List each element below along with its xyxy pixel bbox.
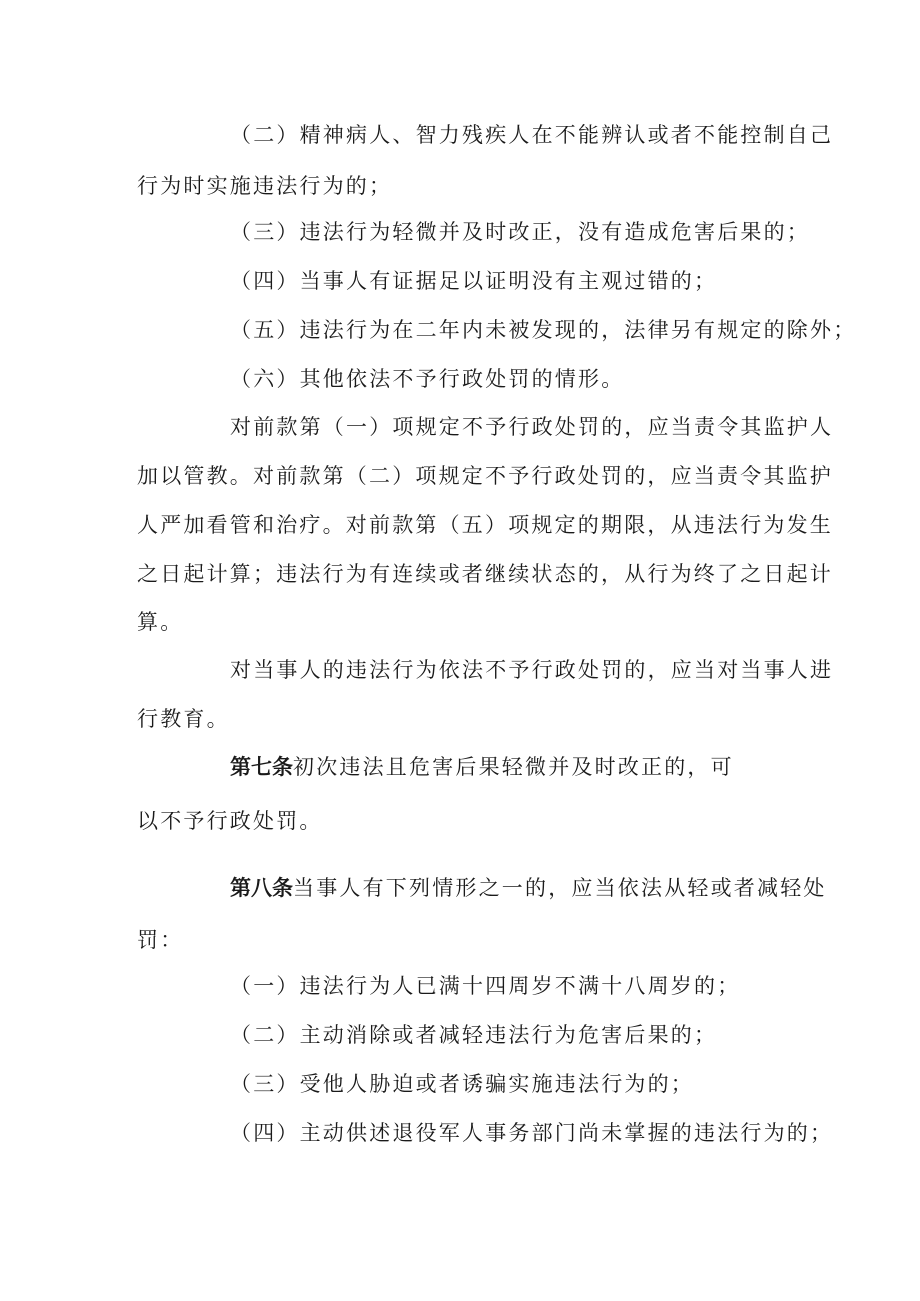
paragraph-line: （三）违法行为轻微并及时改正，没有造成危害后果的；	[230, 220, 810, 244]
paragraph-line: （二）主动消除或者减轻违法行为危害后果的；	[230, 1023, 718, 1047]
paragraph-line: 加以管教。对前款第（二）项规定不予行政处罚的，应当责令其监护	[137, 464, 833, 488]
article-8-text: 当事人有下列情形之一的，应当依法从轻或者减轻处	[293, 876, 827, 900]
paragraph-line: （三）受他人胁迫或者诱骗实施违法行为的；	[230, 1072, 694, 1096]
paragraph-line: （四）当事人有证据足以证明没有主观过错的；	[230, 269, 718, 293]
paragraph-line: 行为时实施违法行为的；	[137, 174, 393, 198]
paragraph-line: 行教育。	[137, 707, 230, 731]
paragraph-line: （四）主动供述退役军人事务部门尚未掌握的违法行为的；	[230, 1121, 834, 1145]
paragraph-line: （六）其他依法不予行政处罚的情形。	[230, 367, 625, 391]
article-7-text: 初次违法且危害后果轻微并及时改正的，可	[293, 755, 734, 779]
article-8-line	[230, 873, 890, 903]
paragraph-line: 罚：	[137, 928, 184, 952]
paragraph-line: 算。	[137, 610, 184, 634]
paragraph-line: 以不予行政处罚。	[137, 809, 323, 833]
paragraph-line: （五）违法行为在二年内未被发现的，法律另有规定的除外；	[230, 318, 857, 342]
article-8-heading: 第八条	[230, 876, 293, 900]
paragraph-line: 对前款第（一）项规定不予行政处罚的，应当责令其监护人	[230, 415, 834, 439]
paragraph-line: 对当事人的违法行为依法不予行政处罚的，应当对当事人进	[230, 658, 834, 682]
article-7-line	[230, 752, 890, 782]
paragraph-line: （二）精神病人、智力残疾人在不能辨认或者不能控制自己	[230, 123, 834, 147]
article-7-heading: 第七条	[230, 755, 293, 779]
paragraph-line: 之日起计算；违法行为有连续或者继续状态的，从行为终了之日起计	[137, 562, 833, 586]
paragraph-line: 人严加看管和治疗。对前款第（五）项规定的期限，从违法行为发生	[137, 513, 833, 537]
paragraph-line: （一）违法行为人已满十四周岁不满十八周岁的；	[230, 974, 741, 998]
